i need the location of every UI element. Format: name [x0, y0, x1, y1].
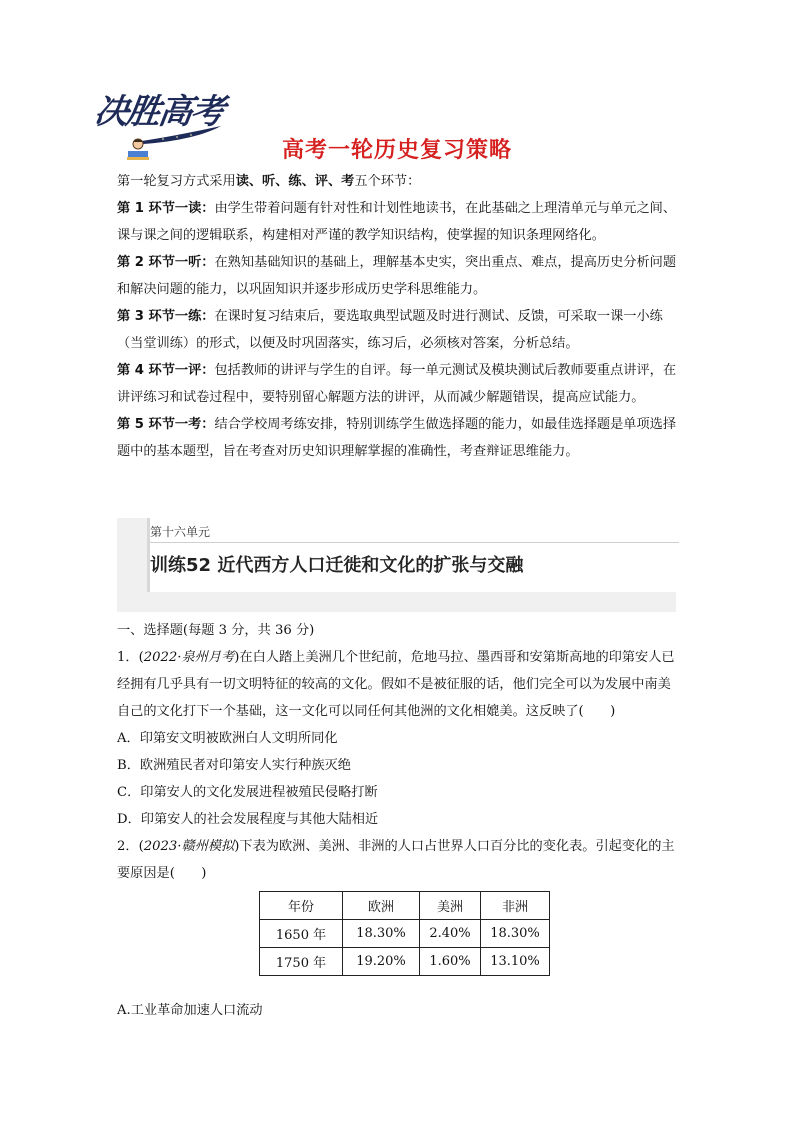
step-paragraph — [117, 249, 679, 303]
intro-prefix: 第一轮复习方式采用 — [117, 174, 236, 189]
table-row — [260, 920, 550, 948]
population-table — [259, 891, 550, 976]
option-c: C．印第安人的文化发展进程被殖民侵略打断 — [117, 785, 378, 800]
table-cell: 2.40% — [420, 920, 481, 948]
intro-paragraph — [117, 168, 679, 195]
step-paragraph — [117, 357, 679, 411]
questions — [117, 617, 679, 887]
step-label: 第 3 环节一练： — [117, 309, 215, 324]
step-text: 结合学校周考练安排，特别训练学生做选择题的能力，如最佳选择题是单项选择题中的基本题型，旨在考查对历史知识理解掌握的准确性，考查辩证思维能力。 — [117, 417, 677, 459]
step-label: 第 5 环节一考： — [117, 417, 215, 432]
table-cell: 19.20% — [343, 948, 420, 976]
step-text: 在课时复习结束后，要选取典型试题及时进行测试、反馈，可采取一课一小练（当堂训练）的形式，以便及时巩固落实，练习后，必须核对答案，分析总结。 — [117, 309, 663, 351]
step-paragraph — [117, 411, 679, 465]
question-stem: )下表为欧洲、美洲、非洲的人口占世界人口百分比的变化表。引起变化的主要原因是( ) — [117, 839, 675, 881]
table-header-cell: 非洲 — [481, 892, 550, 920]
table-header-cell: 美洲 — [420, 892, 481, 920]
strategy-body — [117, 168, 679, 465]
step-label: 第 2 环节一听： — [117, 255, 215, 270]
option-d: D．印第安人的社会发展程度与其他大陆相近 — [117, 812, 379, 827]
step-paragraph — [117, 195, 679, 249]
table-cell: 1750 年 — [260, 948, 343, 976]
option-b: B．欧洲殖民者对印第安人实行种族灭绝 — [117, 758, 351, 773]
step-paragraph — [117, 303, 679, 357]
table-header-cell: 欧洲 — [343, 892, 420, 920]
intro-keywords: 读、听、练、评、考 — [235, 174, 355, 189]
question-stem: )在白人踏上美洲几个世纪前，危地马拉、墨西哥和安第斯高地的印第安人已经拥有几乎具有一切文明特征的较高的文化。假如不是被征服的话，他们完全可以为发展中南美自己的文化打下一个基础，这一文化可以同任何其他洲的文化相媲美。这反映了( ) — [117, 650, 675, 719]
question-1 — [117, 644, 679, 725]
question-number: 1．( — [117, 650, 144, 665]
table-cell: 1650 年 — [260, 920, 343, 948]
divider — [150, 542, 679, 543]
option-a: A．印第安文明被欧洲白人文明所同化 — [117, 731, 338, 746]
table-header-row — [260, 892, 550, 920]
unit-banner — [117, 518, 676, 612]
unit-label: 第十六单元 — [150, 525, 211, 539]
question-number: 2．( — [117, 839, 144, 854]
table-header-cell: 年份 — [260, 892, 343, 920]
step-text: 在熟知基础知识的基础上，理解基本史实，突出重点、难点，提高历史分析问题和解决问题的能力，以巩固知识并逐步形成历史学科思维能力。 — [117, 255, 677, 297]
q2-option-a: A.工业革命加速人口流动 — [117, 1003, 263, 1018]
table-cell: 1.60% — [420, 948, 481, 976]
training-title: 训练52 近代西方人口迁徙和文化的扩张与交融 — [150, 555, 524, 576]
step-label: 第 4 环节一评： — [117, 363, 215, 378]
step-label: 第 1 环节一读： — [117, 201, 215, 216]
table-row — [260, 948, 550, 976]
step-text: 包括教师的讲评与学生的自评。每一单元测试及模块测试后教师要重点讲评，在讲评练习和试卷过程中，要特别留心解题方法的讲评，从而减少解题错误，提高应试能力。 — [117, 363, 677, 405]
unit-banner-inner — [147, 518, 679, 592]
question-source: 2022·泉州月考 — [143, 650, 235, 665]
page-title: 高考一轮历史复习策略 — [281, 138, 512, 163]
logo-text: 决胜高考 — [91, 92, 226, 132]
step-text: 由学生带着问题有针对性和计划性地读书，在此基础之上理清单元与单元之间、课与课之间的逻辑联系，构建相对严谨的教学知识结构，使掌握的知识条理网络化。 — [117, 201, 677, 243]
intro-suffix: 五个环节： — [354, 174, 421, 189]
table-cell: 18.30% — [481, 920, 550, 948]
question-2 — [117, 833, 679, 887]
banner-shade — [147, 592, 676, 612]
table-cell: 13.10% — [481, 948, 550, 976]
table-cell: 18.30% — [343, 920, 420, 948]
question-source: 2023·赣州模拟 — [143, 839, 235, 854]
section-heading: 一、选择题(每题 3 分，共 36 分) — [117, 623, 315, 638]
